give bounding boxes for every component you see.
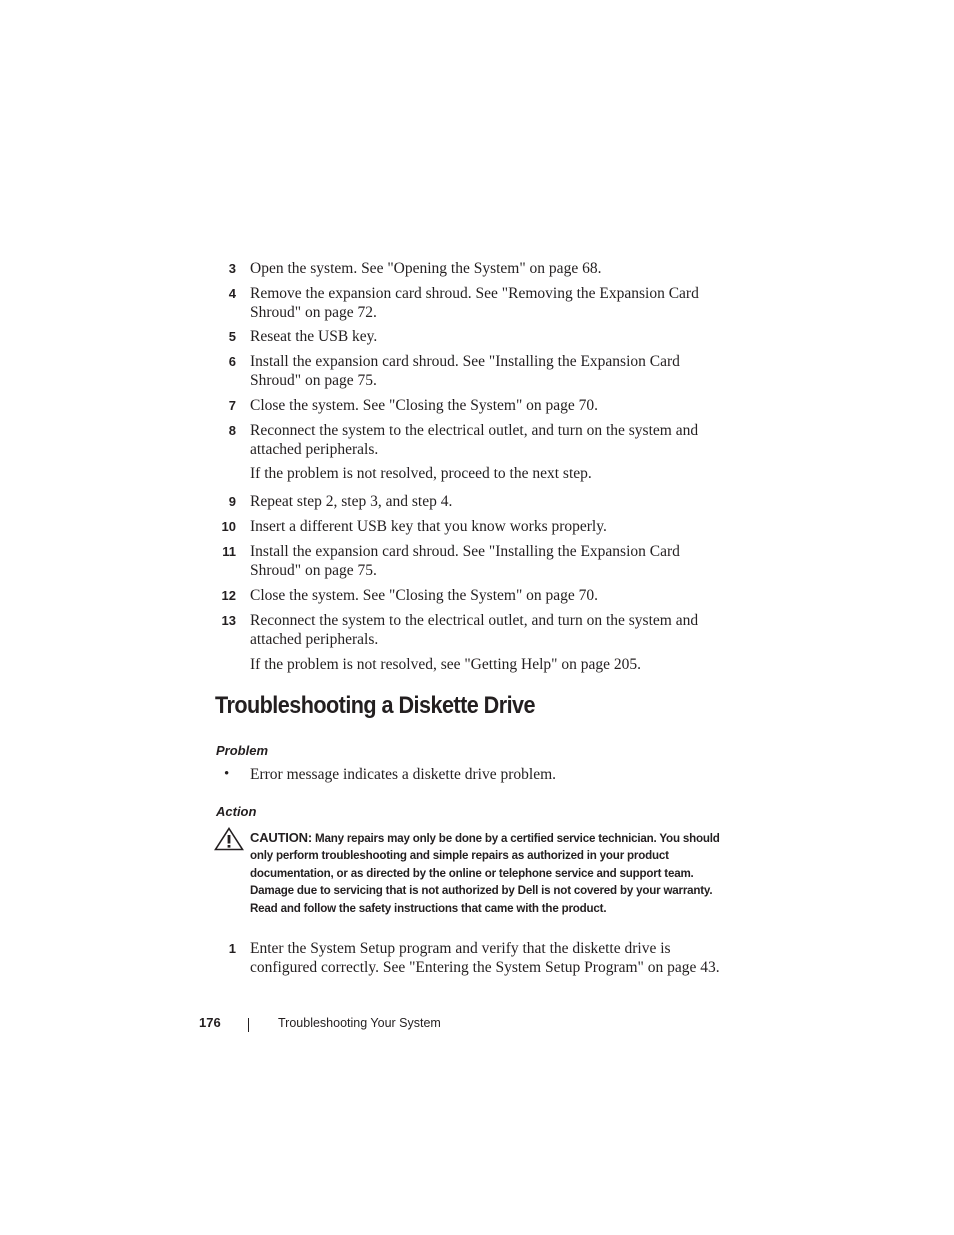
chapter-title: Troubleshooting Your System [278, 1016, 441, 1030]
step-number: 10 [221, 519, 236, 534]
bullet-icon: • [224, 766, 230, 782]
caution-notice [250, 829, 730, 917]
page-number: 176 [199, 1015, 221, 1030]
step-number: 11 [222, 544, 236, 559]
step-note: If the problem is not resolved, see "Getting Help" on page 205. [250, 656, 642, 673]
section-title: Troubleshooting a Diskette Drive [215, 692, 535, 719]
step-text: Install the expansion card shroud. See "Installing the Expansion Card Shroud" on page 75. [250, 353, 680, 389]
step-number: 7 [228, 398, 236, 413]
step-text: Enter the System Setup program and verify that the diskette drive is configured correctly. See "Entering the System Setup Program" on page 43. [250, 940, 720, 976]
step-number: 12 [221, 588, 236, 603]
step-text: Install the expansion card shroud. See "Installing the Expansion Card Shroud" on page 75. [250, 543, 680, 579]
step-text: Insert a different USB key that you know works properly. [250, 518, 607, 535]
caution-icon [214, 827, 244, 851]
action-heading: Action [216, 804, 257, 819]
step-text: Repeat step 2, step 3, and step 4. [250, 493, 453, 510]
step-text: Reconnect the system to the electrical outlet, and turn on the system and attached peripherals. [250, 612, 699, 648]
step-number: 13 [221, 613, 236, 628]
step-number: 3 [228, 261, 236, 276]
step-number: 5 [228, 329, 236, 344]
step-number: 6 [228, 354, 236, 369]
footer-divider [248, 1018, 249, 1032]
caution-label: CAUTION: [250, 830, 312, 845]
step-number: 4 [228, 286, 236, 301]
step-number: 8 [228, 423, 236, 438]
step-text: Close the system. See "Closing the System" on page 70. [250, 587, 599, 604]
step-text: Remove the expansion card shroud. See "Removing the Expansion Card Shroud" on page 72. [250, 285, 699, 321]
step-text: Close the system. See "Closing the System" on page 70. [250, 397, 599, 414]
step-note: If the problem is not resolved, proceed to the next step. [250, 465, 592, 482]
step-text: Reseat the USB key. [250, 328, 378, 345]
step-text: Open the system. See "Opening the System" on page 68. [250, 260, 602, 277]
problem-bullet-text: Error message indicates a diskette drive problem. [250, 766, 557, 783]
step-text: Reconnect the system to the electrical outlet, and turn on the system and attached peripherals. [250, 422, 699, 458]
step-number: 1 [228, 941, 236, 956]
problem-heading: Problem [216, 743, 269, 758]
caution-text: Many repairs may only be done by a certified service technician. You should only perform troubleshooting and simple repairs as authorized in your product documentation, or as directed by the online or telephone service and support team. Damage due to servicing that is not authorized by Dell is not covered by your warranty. Read and follow the safety instructions that came with the product. [250, 832, 720, 915]
step-number: 9 [228, 494, 236, 509]
